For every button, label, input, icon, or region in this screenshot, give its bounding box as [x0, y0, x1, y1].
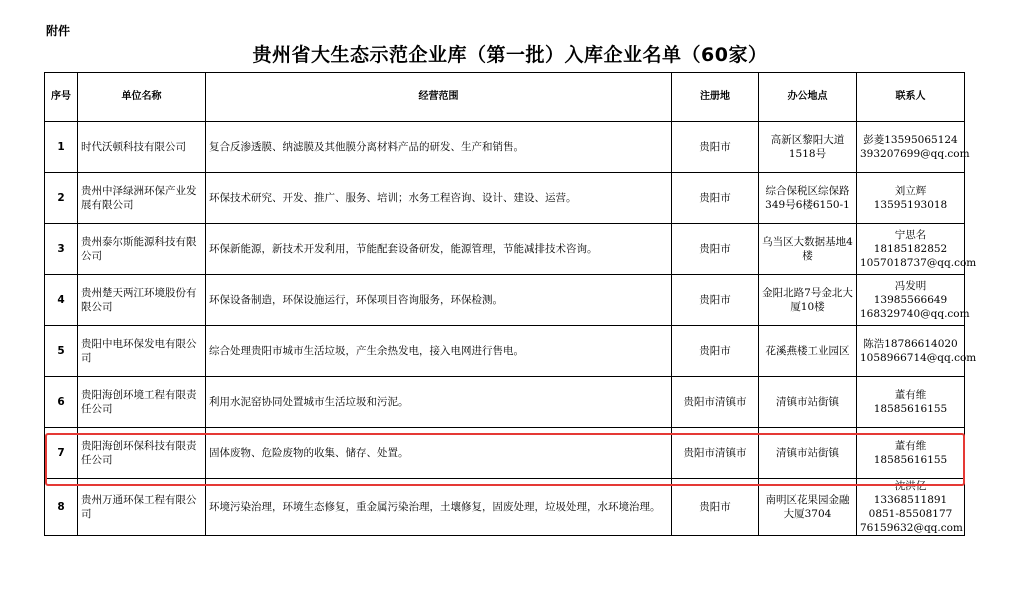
col-header-no: 序号: [45, 73, 78, 122]
row-no: 2: [45, 173, 78, 224]
registration-place: 贵阳市清镇市: [672, 377, 759, 428]
table-row: [45, 224, 965, 275]
table-row-highlighted: [45, 428, 965, 479]
office-location: 乌当区大数据基地4楼: [759, 224, 857, 275]
table-row: [45, 122, 965, 173]
office-location: 金阳北路7号金北大厦10楼: [759, 275, 857, 326]
col-header-office: 办公地点: [759, 73, 857, 122]
table-row: [45, 275, 965, 326]
row-no: 5: [45, 326, 78, 377]
registration-place: 贵阳市: [672, 275, 759, 326]
registration-place: 贵阳市: [672, 326, 759, 377]
business-scope: 固体废物、危险废物的收集、储存、处置。: [206, 428, 672, 479]
office-location: 综合保税区综保路349号6楼6150-1: [759, 173, 857, 224]
row-no: 4: [45, 275, 78, 326]
table-row: [45, 173, 965, 224]
table-row: [45, 377, 965, 428]
registration-place: 贵阳市清镇市: [672, 428, 759, 479]
contact-person: 宁思名18185182852 1057018737@qq.com: [857, 224, 965, 275]
company-name: 贵州中泽绿洲环保产业发展有限公司: [78, 173, 206, 224]
registration-place: 贵阳市: [672, 479, 759, 536]
table-header-row: [45, 73, 965, 122]
row-no: 8: [45, 479, 78, 536]
company-name: 贵州楚天两江环境股份有限公司: [78, 275, 206, 326]
row-no: 3: [45, 224, 78, 275]
row-no: 1: [45, 122, 78, 173]
office-location: 清镇市站街镇: [759, 377, 857, 428]
office-location: 花溪燕楼工业园区: [759, 326, 857, 377]
table-row: [45, 326, 965, 377]
contact-person: 沈洪亿13368511891 0851-85508177 76159632@qq.com: [857, 479, 965, 536]
contact-person: 冯发明13985566649 168329740@qq.com: [857, 275, 965, 326]
office-location: 南明区花果园金融大厦3704: [759, 479, 857, 536]
company-name: 时代沃顿科技有限公司: [78, 122, 206, 173]
business-scope: 环境污染治理，环境生态修复，重金属污染治理，土壤修复，固废处理，垃圾处理，水环境治理。: [206, 479, 672, 536]
row-no: 6: [45, 377, 78, 428]
company-name: 贵阳中电环保发电有限公司: [78, 326, 206, 377]
attachment-label: 附件: [46, 24, 71, 38]
business-scope: 复合反渗透膜、纳滤膜及其他膜分离材料产品的研发、生产和销售。: [206, 122, 672, 173]
contact-person: 董有维18585616155: [857, 428, 965, 479]
office-location: 高新区黎阳大道1518号: [759, 122, 857, 173]
col-header-contact: 联系人: [857, 73, 965, 122]
col-header-name: 单位名称: [78, 73, 206, 122]
enterprise-table: [44, 72, 977, 536]
table-row: [45, 479, 965, 536]
registration-place: 贵阳市: [672, 122, 759, 173]
registration-place: 贵阳市: [672, 224, 759, 275]
business-scope: 综合处理贵阳市城市生活垃圾，产生余热发电，接入电网进行售电。: [206, 326, 672, 377]
row-no: 7: [45, 428, 78, 479]
contact-person: 彭菱13595065124 393207699@qq.com: [857, 122, 965, 173]
contact-person: 刘立辉13595193018: [857, 173, 965, 224]
business-scope: 利用水泥窑协同处置城市生活垃圾和污泥。: [206, 377, 672, 428]
registration-place: 贵阳市: [672, 173, 759, 224]
office-location: 清镇市站街镇: [759, 428, 857, 479]
contact-person: 董有维18585616155: [857, 377, 965, 428]
company-name: 贵州泰尔斯能源科技有限公司: [78, 224, 206, 275]
page-title: 贵州省大生态示范企业库（第一批）入库企业名单（60家）: [252, 44, 768, 66]
business-scope: 环保新能源，新技术开发利用，节能配套设备研发，能源管理，节能减排技术咨询。: [206, 224, 672, 275]
business-scope: 环保设备制造，环保设施运行，环保项目咨询服务，环保检测。: [206, 275, 672, 326]
col-header-registration: 注册地: [672, 73, 759, 122]
business-scope: 环保技术研究、开发、推广、服务、培训；水务工程咨询、设计、建设、运营。: [206, 173, 672, 224]
col-header-scope: 经营范围: [206, 73, 672, 122]
contact-person: 陈浩18786614020 1058966714@qq.com: [857, 326, 965, 377]
company-name: 贵阳海创环保科技有限责任公司: [78, 428, 206, 479]
company-name: 贵州万通环保工程有限公司: [78, 479, 206, 536]
company-name: 贵阳海创环境工程有限责任公司: [78, 377, 206, 428]
